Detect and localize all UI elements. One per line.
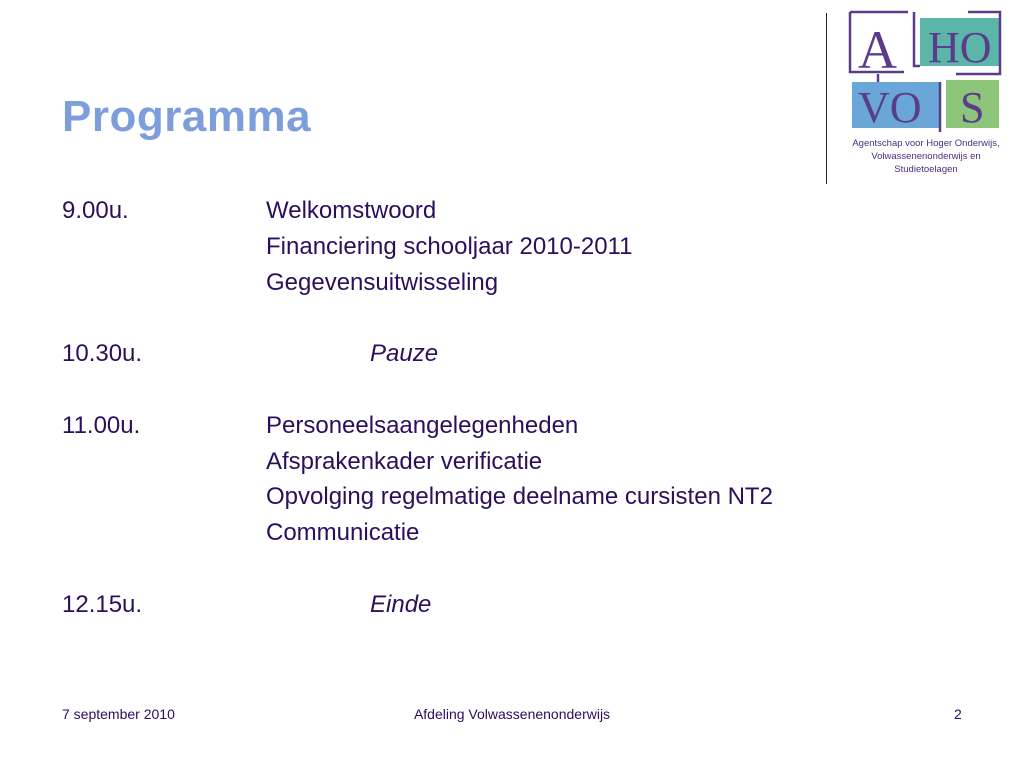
agenda-item: Gegevensuitwisseling: [266, 268, 499, 296]
agenda-end-item: Einde: [370, 590, 432, 618]
agenda-item: Communicatie: [266, 519, 420, 547]
agenda-time: 12.15u.: [62, 590, 143, 618]
logo-caption: [842, 137, 1010, 176]
agenda-item: Afsprakenkader verificatie: [266, 447, 543, 475]
footer-department: Afdeling Volwassenenonderwijs: [413, 706, 611, 722]
logo-caption-line2: Volwassenenonderwijs en Studietoelagen: [871, 151, 981, 175]
ahovos-logo-mark: [848, 10, 1004, 136]
agenda-time: 9.00u.: [62, 197, 129, 224]
logo-letters-ho: HO: [928, 23, 992, 72]
agenda-time: 11.00u.: [62, 411, 141, 439]
logo-letter-a: A: [858, 20, 897, 80]
slide-title: Programma: [62, 92, 312, 141]
header-divider: [826, 13, 827, 184]
agenda-item: Opvolging regelmatige deelname cursisten NT2: [266, 483, 773, 511]
agenda-break-item: Pauze: [370, 340, 439, 368]
agenda-item: Personeelsaangelegenheden: [266, 411, 579, 439]
logo-frame-mid: [914, 12, 920, 66]
footer-date: 7 september 2010: [62, 706, 175, 722]
footer-page-number: 2: [954, 706, 962, 722]
logo-letters-vo: VO: [858, 83, 922, 132]
agenda-time: 10.30u.: [62, 340, 143, 368]
agenda-item: Welkomstwoord: [266, 197, 437, 224]
logo-letter-s: S: [960, 83, 985, 132]
agenda-item: Financiering schooljaar 2010-2011: [266, 232, 633, 260]
logo-caption-line1: Agentschap voor Hoger Onderwijs,: [852, 138, 1000, 149]
